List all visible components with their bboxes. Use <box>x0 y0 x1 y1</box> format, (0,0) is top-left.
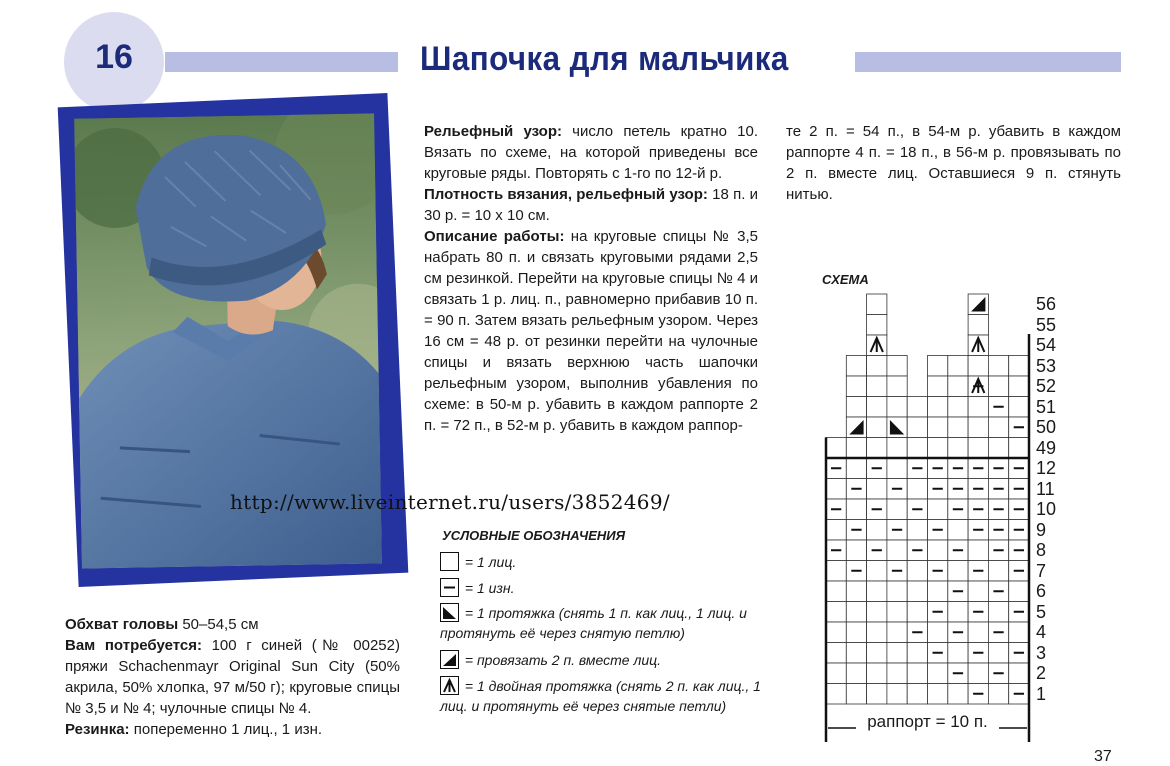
chart-cell <box>867 663 887 684</box>
legend-text: = 1 двойная протяжка (снять 2 п. как лиц., 1 лиц. и протянуть её через снятые петли) <box>440 678 761 714</box>
chart-cell <box>846 438 866 459</box>
head-size-label: Обхват головы <box>65 616 179 633</box>
chart-cell <box>907 643 927 664</box>
chart-cell <box>867 356 887 377</box>
chart-cell <box>1009 397 1029 418</box>
gauge-label: Плотность вязания, рельефный узор: <box>424 186 708 203</box>
chart-cell <box>1009 663 1029 684</box>
chart-cell <box>887 376 907 397</box>
chart-cell <box>988 417 1008 438</box>
chart-cell <box>907 602 927 623</box>
chart-cell <box>867 417 887 438</box>
chart-cell <box>887 458 907 479</box>
chart-cell <box>1009 581 1029 602</box>
chart-cell <box>948 438 968 459</box>
chart-cell <box>887 499 907 520</box>
chart-cell <box>948 643 968 664</box>
chart-cell <box>867 376 887 397</box>
chart-cell <box>907 561 927 582</box>
gauge-text: 18 п. и 30 р. = 10 x 10 см. <box>424 186 759 224</box>
chart-cell <box>907 663 927 684</box>
chart-cell <box>826 561 846 582</box>
chart-cell <box>907 581 927 602</box>
rapport-label: раппорт = 10 п. <box>867 712 988 731</box>
chart-row-label: 54 <box>1036 335 1057 355</box>
chart-cell <box>846 581 866 602</box>
chart-row-label: 52 <box>1036 376 1057 396</box>
chart-cell <box>846 622 866 643</box>
chart-row-label: 49 <box>1036 437 1057 458</box>
chart-cell <box>1009 376 1029 397</box>
chart-cell <box>1009 356 1029 377</box>
chart-cell <box>867 479 887 500</box>
chart-cell <box>867 397 887 418</box>
chart-row-label: 56 <box>1036 294 1057 314</box>
chart-cell <box>887 397 907 418</box>
legend-title: УСЛОВНЫЕ ОБОЗНАЧЕНИЯ <box>442 528 626 543</box>
chart-cell <box>948 684 968 705</box>
chart-cell <box>846 499 866 520</box>
chart-cell <box>887 622 907 643</box>
chart-cell <box>948 602 968 623</box>
chart-cell <box>968 397 988 418</box>
materials-label: Вам потребуется: <box>65 637 202 654</box>
chart-cell <box>887 663 907 684</box>
chart-cell <box>948 376 968 397</box>
chart-cell <box>846 376 866 397</box>
chart-cell <box>948 417 968 438</box>
chart-cell <box>887 602 907 623</box>
chart-row-label: 2 <box>1036 663 1047 683</box>
chart-row-label: 11 <box>1036 478 1055 499</box>
chart-cell <box>928 581 948 602</box>
pattern-text: число петель кратно 10. Вязать по схеме, на которой приведены все круговые ряды. Повторять с 1-го по 12-й р. <box>424 123 759 182</box>
chart-cell <box>826 520 846 541</box>
chart-cell <box>907 397 927 418</box>
head-size-text: 50–54,5 см <box>178 616 259 633</box>
chart-cell <box>867 561 887 582</box>
chart-cell <box>867 315 887 336</box>
description-text: на круговые спицы № 3,5 набрать 80 п. и связать круговыми рядами 2,5 см резинкой. Перейти на круговые спицы № 4 и связать 1 р. лиц. п., равномерно прибавив 10 п. = 90 п. Затем вязать рельефным узором. Через 16 см = 48 р. от резинки перейти на чулочные спицы и вязать верхнюю часть шапочки рельефным узором, выполнив убавления по схеме: в 50-м р. убавить в каждом раппорте 2 п. = 72 п., в 52-м р. убавить в каждом раппор- <box>424 228 759 434</box>
chart-cell <box>846 684 866 705</box>
chart-cell <box>988 684 1008 705</box>
chart-cell <box>948 397 968 418</box>
chart-cell <box>846 643 866 664</box>
chart-cell <box>846 602 866 623</box>
legend-text: = 1 изн. <box>464 580 515 596</box>
chart-cell <box>826 643 846 664</box>
chart-row-label: 9 <box>1036 519 1047 540</box>
chart-row-label: 53 <box>1036 355 1057 376</box>
chart-cell <box>887 684 907 705</box>
chart-cell <box>907 684 927 705</box>
chart-cell <box>846 663 866 684</box>
chart-cell <box>867 294 887 315</box>
chart-cell <box>867 622 887 643</box>
chart-cell <box>928 356 948 377</box>
chart-cell <box>907 520 927 541</box>
chart-row-label: 8 <box>1036 540 1047 560</box>
page-title: Шапочка для мальчика <box>420 40 789 78</box>
chart-cell <box>968 315 988 336</box>
chart-row-label: 7 <box>1036 560 1047 581</box>
chart-cell <box>846 458 866 479</box>
chart-cell <box>826 479 846 500</box>
chart-cell <box>928 417 948 438</box>
chart-cell <box>928 684 948 705</box>
legend-text: = 1 лиц. <box>464 554 517 570</box>
chart-row-label: 10 <box>1036 499 1057 519</box>
chart-cell <box>928 540 948 561</box>
ribbing-text: попеременно 1 лиц., 1 изн. <box>129 721 323 738</box>
chart-cell <box>988 602 1008 623</box>
legend-text: = провязать 2 п. вместе лиц. <box>464 652 662 668</box>
chart-cell <box>1009 622 1029 643</box>
chart-cell <box>887 540 907 561</box>
chart-cell <box>846 356 866 377</box>
description-continuation: те 2 п. = 54 п., в 54-м р. убавить в каждом раппорте 4 п. = 18 п., в 56-м р. провязывать по 2 п. вместе лиц. Оставшиеся 9 п. стянуть нитью. <box>786 123 1121 203</box>
chart-cell <box>988 376 1008 397</box>
chart-cell <box>907 479 927 500</box>
chart-cell <box>928 499 948 520</box>
chart-row-label: 6 <box>1036 581 1047 601</box>
url-watermark: http://www.liveinternet.ru/users/3852469/ <box>230 490 670 514</box>
chart-cell <box>867 581 887 602</box>
chart-cell <box>928 663 948 684</box>
chart-cell <box>867 602 887 623</box>
chart-cell <box>826 581 846 602</box>
chart-row-label: 3 <box>1036 642 1047 663</box>
chart-cell <box>826 622 846 643</box>
chart-cell <box>887 438 907 459</box>
page-number: 16 <box>95 38 133 76</box>
chart-row-label: 55 <box>1036 314 1057 335</box>
legend-text: = 1 протяжка (снять 1 п. как лиц., 1 лиц. и протянуть её через снятую петлю) <box>440 605 747 641</box>
chart-row-label: 51 <box>1036 396 1057 417</box>
chart-cell <box>826 438 846 459</box>
chart-cell <box>867 643 887 664</box>
chart-cell <box>867 684 887 705</box>
chart-cell <box>826 684 846 705</box>
chart-cell <box>867 520 887 541</box>
chart-row-label: 50 <box>1036 417 1057 437</box>
chart-cell <box>988 561 1008 582</box>
chart-cell <box>846 540 866 561</box>
ribbing-label: Резинка: <box>65 721 130 738</box>
chart-cell <box>887 643 907 664</box>
chart-cell <box>826 602 846 623</box>
scheme-title: СХЕМА <box>822 272 869 287</box>
chart-cell <box>948 561 968 582</box>
chart-cell <box>928 438 948 459</box>
description-label: Описание работы: <box>424 228 565 245</box>
chart-cell <box>988 438 1008 459</box>
chart-row-label: 5 <box>1036 601 1047 622</box>
chart-cell <box>846 397 866 418</box>
page-number-bottom: 37 <box>1094 748 1112 765</box>
chart-cell <box>968 417 988 438</box>
chart-cell <box>988 643 1008 664</box>
chart-cell <box>907 438 927 459</box>
chart-cell <box>887 356 907 377</box>
chart-cell <box>928 376 948 397</box>
chart-cell <box>948 356 968 377</box>
chart-cell <box>968 540 988 561</box>
chart-cell <box>968 581 988 602</box>
chart-row-label: 4 <box>1036 622 1047 642</box>
chart-cell <box>928 397 948 418</box>
chart-cell <box>867 438 887 459</box>
chart-row-label: 12 <box>1036 458 1057 478</box>
chart-cell <box>948 520 968 541</box>
chart-cell <box>968 356 988 377</box>
pattern-label: Рельефный узор: <box>424 123 563 140</box>
chart-cell <box>928 622 948 643</box>
chart-cell <box>826 663 846 684</box>
materials-text: 100 г синей (№ 00252) пряжи Schachenmayr Original Sun City (50% акрила, 50% хлопка, 97 м/50 г); круговые спицы № 3,5 и № 4; чулочные спицы № 4. <box>65 637 400 717</box>
chart-cell <box>907 417 927 438</box>
chart-cell <box>968 622 988 643</box>
chart-cell <box>988 356 1008 377</box>
chart-row-label: 1 <box>1036 683 1047 704</box>
chart-cell <box>968 438 988 459</box>
chart-cell <box>968 663 988 684</box>
chart-cell <box>887 581 907 602</box>
chart-cell <box>1009 438 1029 459</box>
